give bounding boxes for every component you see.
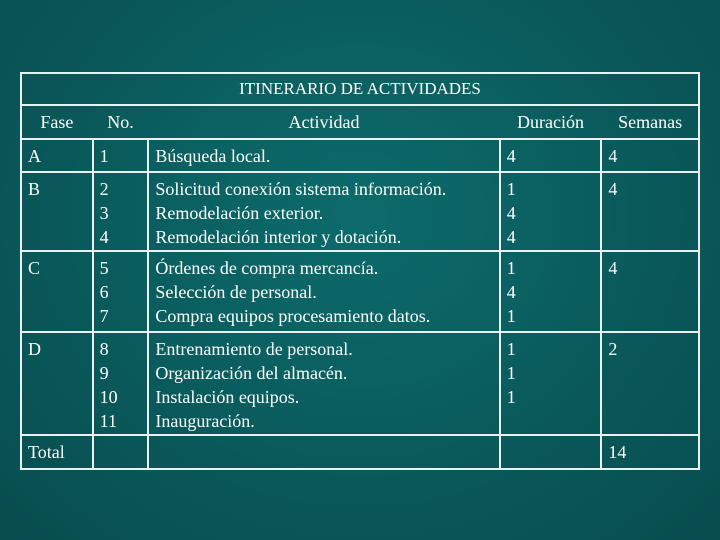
duracion-value: 4 <box>506 282 516 302</box>
table-row <box>21 332 699 435</box>
duracion-cell <box>500 332 602 435</box>
total-label: Total <box>21 435 93 469</box>
actividad-text: Remodelación exterior. <box>155 203 324 223</box>
no-value: 5 <box>99 258 109 278</box>
actividad-cell <box>148 139 499 172</box>
table-title: ITINERARIO DE ACTIVIDADES <box>21 73 699 105</box>
no-value: 11 <box>99 411 118 431</box>
no-cell <box>93 332 149 435</box>
duracion-value: 1 <box>506 363 516 383</box>
actividad-cell <box>148 332 499 435</box>
actividad-cell <box>148 172 499 251</box>
header-fase: Fase <box>21 105 93 139</box>
semanas-cell: 4 <box>601 172 699 251</box>
duracion-value: 1 <box>506 179 516 199</box>
duracion-value: 1 <box>506 387 516 407</box>
header-no: No. <box>93 105 149 139</box>
duracion-cell <box>500 172 602 251</box>
actividad-text: Organización del almacén. <box>155 363 348 383</box>
no-value: 3 <box>99 203 109 223</box>
fase-cell: C <box>21 251 93 332</box>
no-cell <box>93 251 149 332</box>
actividad-cell <box>148 251 499 332</box>
no-value: 8 <box>99 339 109 359</box>
header-duracion: Duración <box>500 105 602 139</box>
header-semanas: Semanas <box>601 105 699 139</box>
duracion-value: 1 <box>506 306 516 326</box>
no-value: 1 <box>99 146 109 166</box>
fase-cell: B <box>21 172 93 251</box>
duracion-cell <box>500 251 602 332</box>
duracion-value: 4 <box>506 203 516 223</box>
actividad-text: Selección de personal. <box>155 282 317 302</box>
total-actividad-cell <box>148 435 499 469</box>
no-value: 6 <box>99 282 109 302</box>
no-cell <box>93 172 149 251</box>
no-cell <box>93 139 149 172</box>
actividad-text: Solicitud conexión sistema información. <box>155 179 447 199</box>
total-no-cell <box>93 435 149 469</box>
semanas-cell: 4 <box>601 139 699 172</box>
semanas-cell: 4 <box>601 251 699 332</box>
no-value: 7 <box>99 306 109 326</box>
actividad-text: Inauguración. <box>155 411 255 431</box>
actividad-text: Órdenes de compra mercancía. <box>155 258 379 278</box>
header-actividad: Actividad <box>148 105 499 139</box>
duracion-value: 4 <box>506 227 516 247</box>
duracion-cell <box>500 139 602 172</box>
no-value: 4 <box>99 227 109 247</box>
no-value: 2 <box>99 179 109 199</box>
no-value: 10 <box>99 387 118 407</box>
no-value: 9 <box>99 363 109 383</box>
actividad-text: Entrenamiento de personal. <box>155 339 353 359</box>
actividad-text: Búsqueda local. <box>155 146 271 166</box>
duracion-value: 1 <box>506 339 516 359</box>
fase-cell: D <box>21 332 93 435</box>
total-semanas: 14 <box>601 435 699 469</box>
actividad-text: Remodelación interior y dotación. <box>155 227 402 247</box>
header-row <box>21 105 699 139</box>
actividad-text: Instalación equipos. <box>155 387 300 407</box>
table-row <box>21 251 699 332</box>
semanas-cell: 2 <box>601 332 699 435</box>
duracion-value: 4 <box>506 146 516 166</box>
table-row <box>21 172 699 251</box>
total-duracion-cell <box>500 435 602 469</box>
itinerary-table <box>20 72 700 470</box>
fase-cell: A <box>21 139 93 172</box>
actividad-text: Compra equipos procesamiento datos. <box>155 306 431 326</box>
duracion-value: 1 <box>506 258 516 278</box>
total-row <box>21 435 699 469</box>
table-row <box>21 139 699 172</box>
